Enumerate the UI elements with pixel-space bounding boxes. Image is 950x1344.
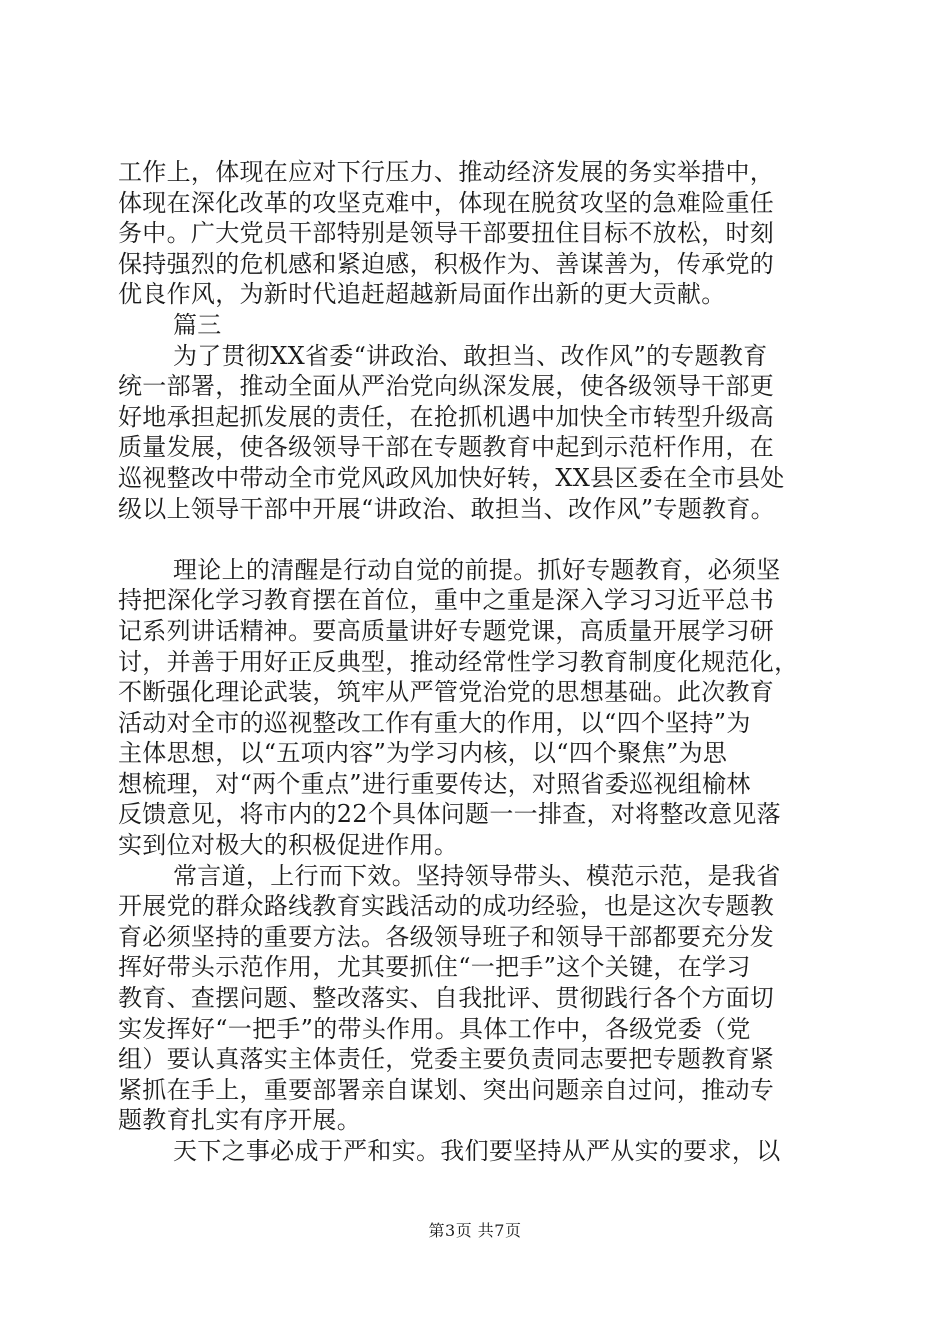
text-line: 想梳理，对“两个重点”进行重要传达，对照省委巡视组榆林 <box>118 769 751 798</box>
text-line: 活动对全市的巡视整改工作有重大的作用，以“四个坚持”为 <box>118 708 751 737</box>
text-line: 不断强化理论武装，筑牢从严管党治党的思想基础。此次教育 <box>118 678 775 707</box>
text-line: 优良作风，为新时代追赶超越新局面作出新的更大贡献。 <box>118 280 726 309</box>
text-line: 常言道，上行而下效。坚持领导带头、模范示范，是我省 <box>173 861 781 890</box>
text-line: 天下之事必成于严和实。我们要坚持从严从实的要求，以 <box>173 1137 781 1165</box>
text-line: 巡视整改中带动全市党风政风加快好转，XX县区委在全市县处 <box>118 463 785 492</box>
text-line: 反馈意见，将市内的22个具体问题一一排查，对将整改意见落 <box>118 800 781 829</box>
text-line: 紧抓在手上，重要部署亲自谋划、突出问题亲自过问，推动专 <box>118 1075 775 1104</box>
text-line: 实到位对极大的积极促进作用。 <box>118 831 459 860</box>
text-line: 好地承担起抓发展的责任，在抢抓机遇中加快全市转型升级高 <box>118 402 775 431</box>
text-line: 工作上，体现在应对下行压力、推动经济发展的务实举措中， <box>118 158 775 186</box>
text-line: 题教育扎实有序开展。 <box>118 1106 361 1135</box>
text-line: 记系列讲话精神。要高质量讲好专题党课，高质量开展学习研 <box>118 616 775 645</box>
text-line: 讨，并善于用好正反典型，推动经常性学习教育制度化规范化， <box>118 647 799 676</box>
text-line: 体现在深化改革的攻坚克难中，体现在脱贫攻坚的急难险重任 <box>118 188 775 217</box>
text-line: 组）要认真落实主体责任，党委主要负责同志要把专题教育紧 <box>118 1045 775 1074</box>
text-line: 挥好带头示范作用，尤其要抓住“一把手”这个关键，在学习 <box>118 953 751 982</box>
text-line: 为了贯彻XX省委“讲政治、敢担当、改作风”的专题教育 <box>173 341 768 370</box>
text-line: 持把深化学习教育摆在首位，重中之重是深入学习习近平总书 <box>118 586 775 615</box>
text-line: 质量发展，使各级领导干部在专题教育中起到示范杆作用，在 <box>118 433 775 462</box>
text-line: 育必须坚持的重要方法。各级领导班子和领导干部都要充分发 <box>118 922 775 951</box>
text-line: 开展党的群众路线教育实践活动的成功经验，也是这次专题教 <box>118 892 775 921</box>
text-line: 主体思想，以“五项内容”为学习内核，以“四个聚焦”为思 <box>118 739 728 768</box>
text-line: 理论上的清醒是行动自觉的前提。抓好专题教育，必须坚 <box>173 555 781 584</box>
text-line: 教育、查摆问题、整改落实、自我批评、贯彻践行各个方面切 <box>118 984 775 1013</box>
text-line: 级以上领导干部中开展“讲政治、敢担当、改作风”专题教育。 <box>118 494 775 523</box>
paragraph-gap <box>118 524 838 555</box>
page-number-footer: 第3页 共7页 <box>428 1221 522 1240</box>
text-line: 务中。广大党员干部特别是领导干部要扭住目标不放松，时刻 <box>118 219 775 248</box>
text-line: 保持强烈的危机感和紧迫感，积极作为、善谋善为，传承党的 <box>118 249 775 278</box>
document-body <box>118 157 838 1167</box>
text-line: 实发挥好“一把手”的带头作用。具体工作中，各级党委（党 <box>118 1014 751 1043</box>
section-heading: 篇三 <box>173 310 222 339</box>
text-line: 统一部署，推动全面从严治党向纵深发展，使各级领导干部更 <box>118 372 775 401</box>
